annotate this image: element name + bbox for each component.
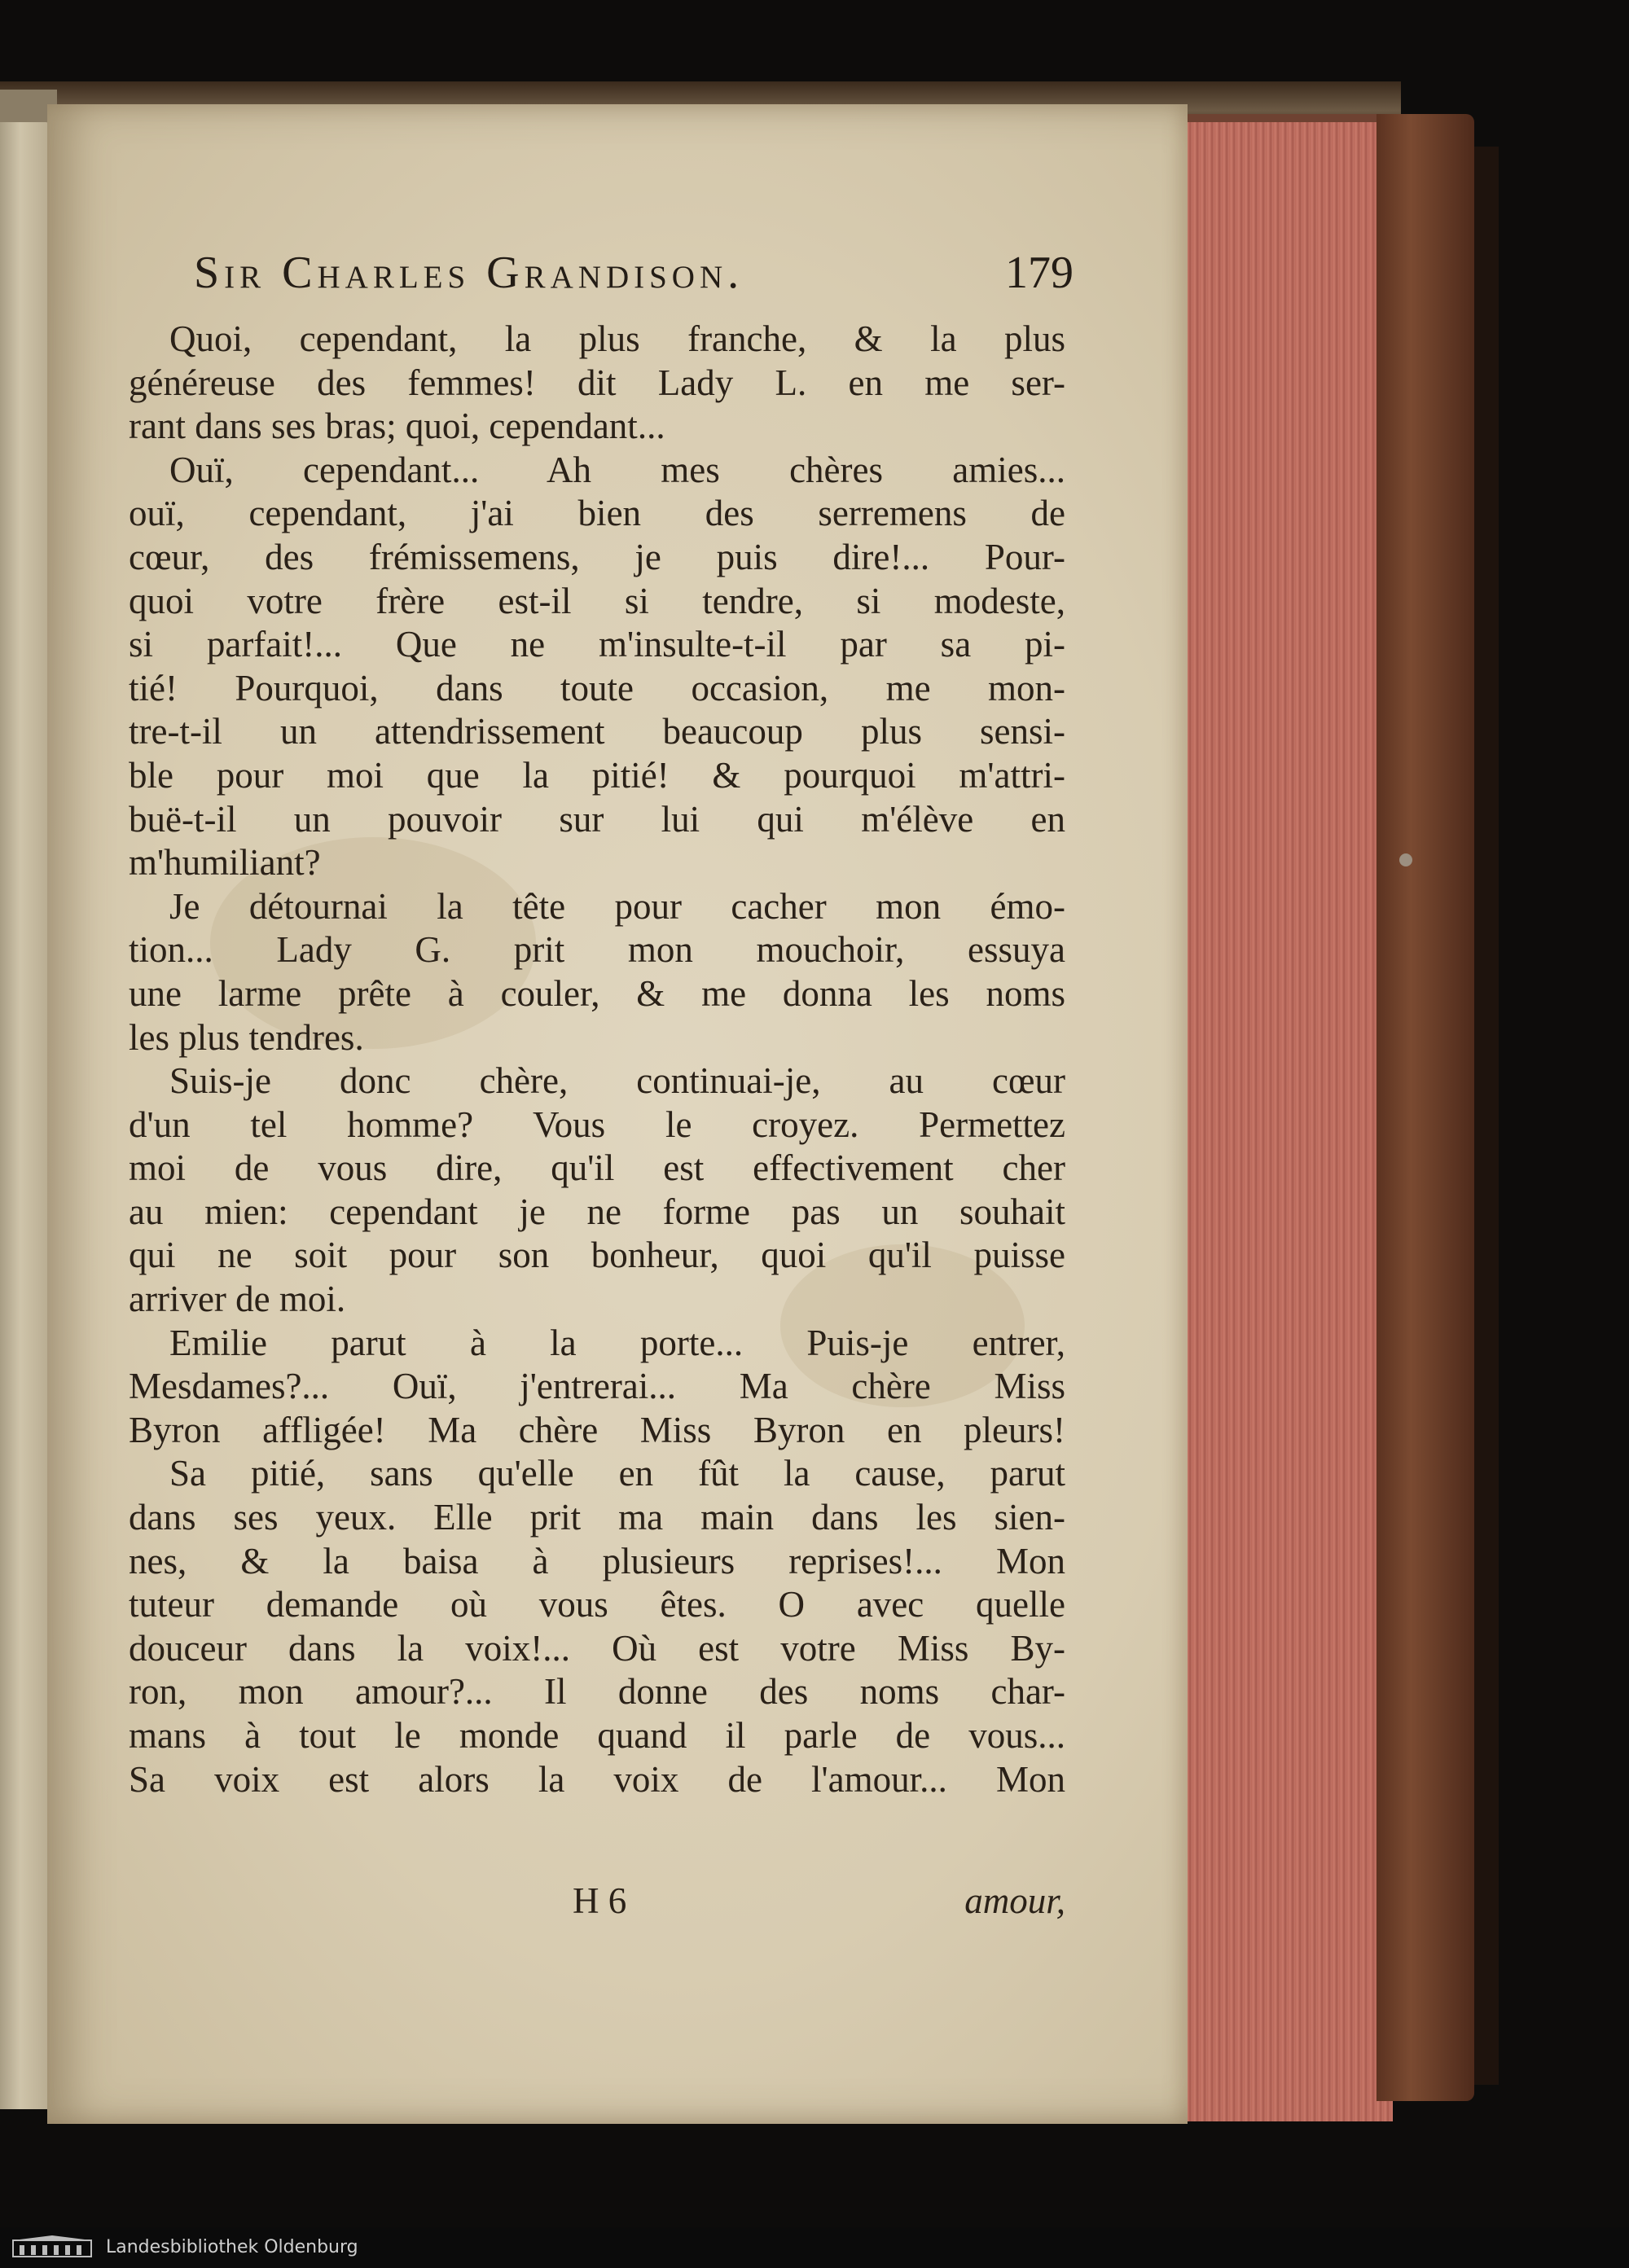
text-line: Ouï, cependant... Ah mes chères amies... bbox=[169, 449, 1065, 490]
text-line: rant dans ses bras; quoi, cependant... bbox=[129, 406, 665, 447]
text-line: dans ses yeux. Elle prit ma main dans les sien- bbox=[129, 1497, 1065, 1538]
cover-shadow bbox=[1474, 147, 1499, 2085]
text-line: ron, mon amour?... Il donne des noms char- bbox=[129, 1671, 1065, 1713]
text-line: généreuse des femmes! dit Lady L. en me ser- bbox=[129, 362, 1065, 403]
cover-pin bbox=[1399, 853, 1412, 866]
text-line: ble pour moi que la pitié! & pourquoi m'attri- bbox=[129, 754, 1065, 796]
text-line: Byron affligée! Ma chère Miss Byron en pleurs! bbox=[129, 1409, 1065, 1450]
text-line: nes, & la baisa à plusieurs reprises!... Mon bbox=[129, 1540, 1065, 1581]
book-page bbox=[47, 104, 1188, 2124]
footer-bar bbox=[0, 2227, 1629, 2268]
body-text bbox=[129, 318, 1065, 1801]
text-line: douceur dans la voix!... Où est votre Miss By- bbox=[129, 1627, 1065, 1669]
text-line: moi de vous dire, qu'il est effectivement cher bbox=[129, 1147, 1065, 1189]
library-name: Landesbibliothek Oldenburg bbox=[106, 2237, 358, 2257]
text-line: Emilie parut à la porte... Puis-je entrer, bbox=[169, 1322, 1065, 1363]
text-line: quoi votre frère est-il si tendre, si modeste, bbox=[129, 580, 1065, 621]
text-line: m'humiliant? bbox=[129, 842, 321, 884]
text-line: tion... Lady G. prit mon mouchoir, essuya bbox=[129, 929, 1065, 971]
page-number: 179 bbox=[1005, 248, 1074, 298]
text-line: Sa voix est alors la voix de l'amour... Mon bbox=[129, 1758, 1065, 1800]
text-line: au mien: cependant je ne forme pas un souhait bbox=[129, 1191, 1065, 1232]
text-line: cœur, des frémissemens, je puis dire!... Pour- bbox=[129, 536, 1065, 577]
text-line: Je détournai la tête pour cacher mon émo- bbox=[169, 885, 1065, 927]
text-line: Sa pitié, sans qu'elle en fût la cause, parut bbox=[169, 1453, 1065, 1494]
text-line: arriver de moi. bbox=[129, 1279, 346, 1320]
text-line: une larme prête à couler, & me donna les noms bbox=[129, 972, 1065, 1014]
text-line: qui ne soit pour son bonheur, quoi qu'il puisse bbox=[129, 1235, 1065, 1276]
text-line: mans à tout le monde quand il parle de vous... bbox=[129, 1715, 1065, 1756]
text-line: les plus tendres. bbox=[129, 1016, 364, 1058]
text-line: tié! Pourquoi, dans toute occasion, me mon- bbox=[129, 667, 1065, 708]
fore-edge bbox=[1185, 122, 1393, 2121]
text-line: tre-t-il un attendrissement beaucoup plus sensi- bbox=[129, 711, 1065, 752]
catch-line bbox=[129, 1880, 1065, 1928]
signature-mark: H 6 bbox=[573, 1880, 627, 1921]
text-line: d'un tel homme? Vous le croyez. Permettez bbox=[129, 1103, 1065, 1145]
text-line: Quoi, cependant, la plus franche, & la plus bbox=[169, 318, 1065, 359]
running-head bbox=[194, 247, 1074, 312]
text-line: tuteur demande où vous êtes. O avec quelle bbox=[129, 1584, 1065, 1625]
left-page-edge bbox=[0, 122, 50, 2109]
text-line: buë-t-il un pouvoir sur lui qui m'élève en bbox=[129, 798, 1065, 840]
library-logo-icon bbox=[11, 2235, 93, 2260]
catchword: amour, bbox=[964, 1880, 1065, 1921]
text-line: si parfait!... Que ne m'insulte-t-il par sa pi- bbox=[129, 624, 1065, 665]
text-line: ouï, cependant, j'ai bien des serremens de bbox=[129, 493, 1065, 534]
running-title: Sir Charles Grandison. bbox=[194, 248, 744, 298]
text-line: Mesdames?... Ouï, j'entrerai... Ma chère Miss bbox=[129, 1366, 1065, 1407]
book-cover bbox=[1377, 114, 1474, 2101]
text-line: Suis-je donc chère, continuai-je, au cœur bbox=[169, 1060, 1065, 1102]
